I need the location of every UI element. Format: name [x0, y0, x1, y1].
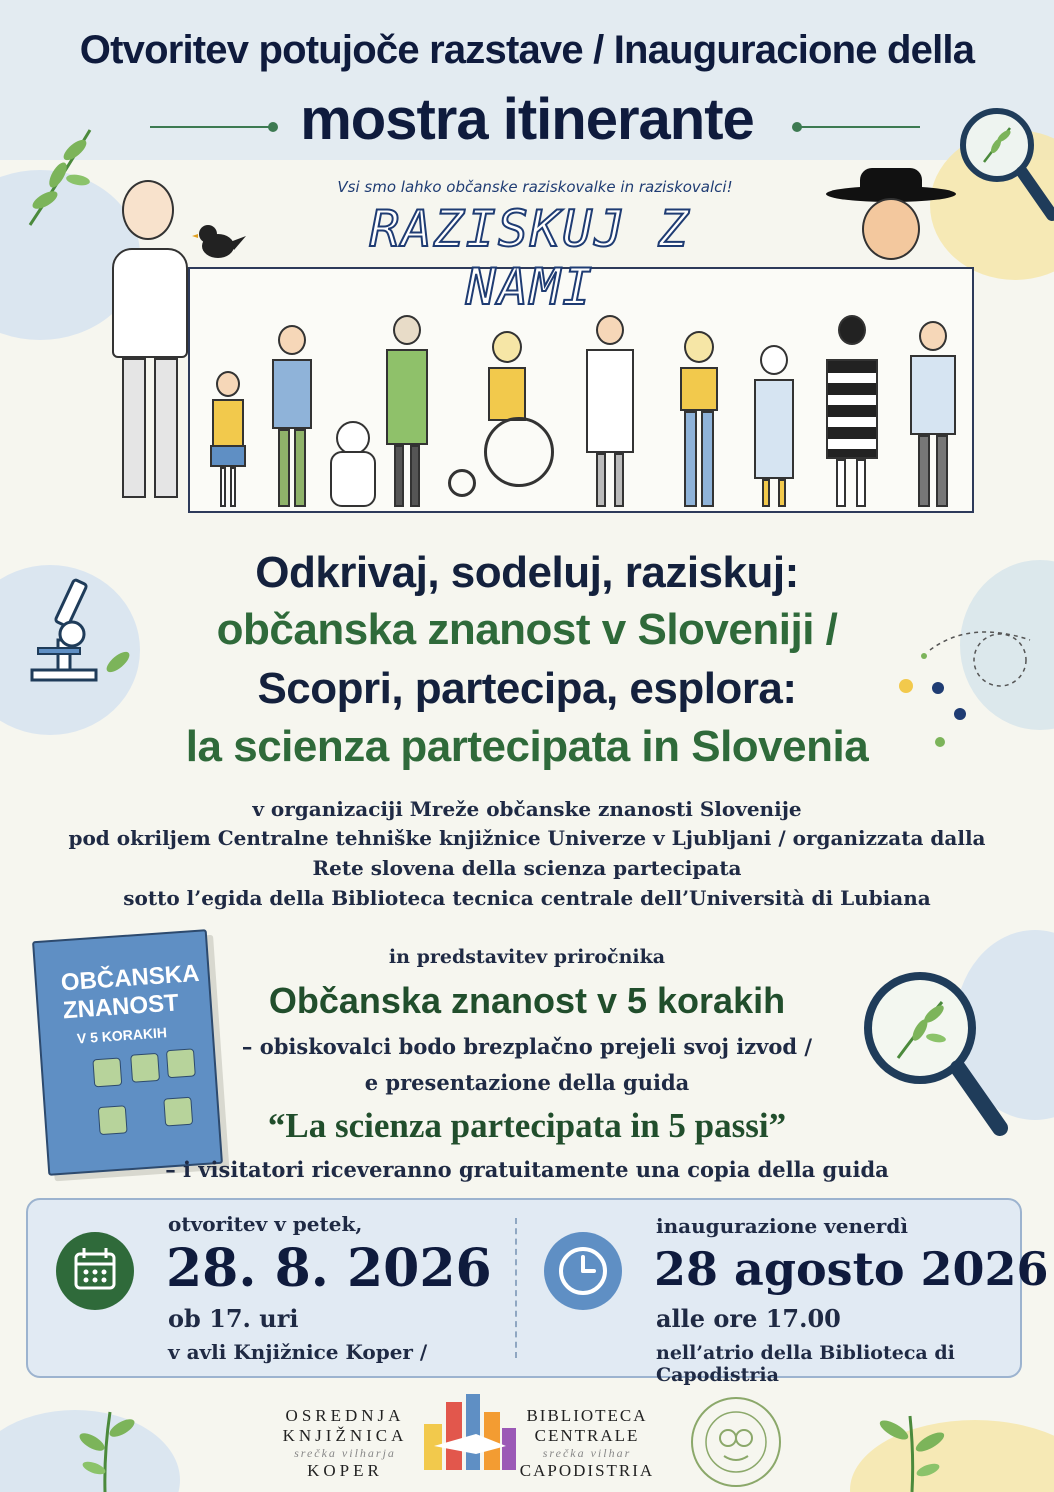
- figure-woman-yellow: [674, 331, 724, 511]
- bird-icon: [192, 218, 246, 268]
- headline-slovene-line1: Odkrivaj, sodeluj, raziskuj:: [255, 548, 799, 597]
- library-sl-line4: KOPER: [307, 1461, 383, 1480]
- guide-note-slovene: – obiskovalci bodo brezplačno prejeli svoj izvod /: [241, 1034, 813, 1059]
- page-title-line2: mostra itinerante: [300, 87, 754, 152]
- figure-gardener: [382, 315, 432, 511]
- event-time-slovene: ob 17. uri: [168, 1304, 299, 1333]
- library-logo-italian: [518, 1406, 656, 1481]
- banner-tagline: Vsi smo lahko občanske raziskovalke in raziskovalci!: [337, 178, 733, 196]
- event-divider: [515, 1218, 517, 1358]
- organization-line3: Rete slovena della scienza partecipata: [312, 856, 742, 880]
- library-it-line2: CENTRALE: [534, 1426, 640, 1445]
- headline-italian-line1: Scopri, partecipa, esplora:: [257, 664, 797, 713]
- figure-wheelchair: [448, 331, 558, 511]
- calendar-icon: [56, 1232, 134, 1310]
- organization-line1: v organizaciji Mreže občanske znanosti Slovenije: [252, 797, 802, 821]
- headline-italian-line2: la scienza partecipata in Slovenia: [185, 722, 869, 771]
- guide-intro-italian: e presentazione della guida: [364, 1070, 690, 1095]
- organization-line4: sotto l’egida della Biblioteca tecnica centrale dell’Università di Lubiana: [123, 886, 931, 910]
- library-sl-line1: OSREDNJA: [285, 1406, 405, 1425]
- library-it-line4: CAPODISTRIA: [519, 1461, 655, 1480]
- figure-bee-costume: [822, 315, 882, 511]
- library-logo-slovene: [276, 1406, 414, 1481]
- library-sl-line3: srečka vilharja: [294, 1446, 396, 1460]
- guide-note-italian: – i visitatori riceveranno gratuitamente una copia della guida: [165, 1157, 889, 1182]
- figure-dog: [324, 421, 382, 511]
- book-title-line2: ZNANOST: [61, 989, 180, 1025]
- event-date-italian: 28 agosto 2026: [654, 1242, 1049, 1296]
- guide-title-italian: “La scienza partecipata in 5 passi”: [267, 1106, 787, 1145]
- library-sl-line2: KNJIŽNICA: [282, 1426, 408, 1445]
- title-rule-right: [800, 126, 920, 128]
- leaf-sprig-icon: [20, 120, 100, 230]
- project-seal-logo: [688, 1394, 784, 1490]
- event-date-slovene: 28. 8. 2026: [166, 1238, 492, 1299]
- library-it-line1: BIBLIOTECA: [526, 1406, 648, 1425]
- figure-man-with-hat: [820, 168, 960, 272]
- guide-title-slovene: Občanska znanost v 5 korakih: [268, 980, 786, 1021]
- clock-icon: [544, 1232, 622, 1310]
- figure-doctor: [582, 315, 638, 511]
- organization-line2: pod okriljem Centralne tehniške knjižnice Univerze v Ljubljani / organizzata dalla: [68, 826, 986, 850]
- plant-sprout-icon-right: [872, 1396, 952, 1492]
- figure-woman-holding-banner: [92, 172, 202, 512]
- headline-slovene-line2: občanska znanost v Sloveniji /: [216, 605, 838, 654]
- figure-man-plaid: [268, 325, 314, 511]
- event-time-italian: alle ore 17.00: [656, 1304, 841, 1333]
- magnifier-leaf-icon: [952, 100, 1054, 230]
- book-subtitle: V 5 KORAKIH: [76, 1024, 168, 1047]
- event-label-slovene: otvoritev v petek,: [168, 1212, 363, 1236]
- library-logo-mark: [424, 1394, 516, 1478]
- figure-rabbit-coat: [750, 335, 798, 511]
- guide-intro-slovene: in predstavitev priročnika: [388, 946, 666, 968]
- event-label-italian: inaugurazione venerdì: [656, 1214, 908, 1238]
- figure-girl: [208, 371, 248, 511]
- event-place-slovene: v avli Knjižnice Koper /: [168, 1340, 428, 1364]
- library-it-line3: srečka vilhar: [542, 1446, 632, 1460]
- plant-sprout-icon-left: [70, 1392, 140, 1492]
- page-title-line1: Otvoritev potujoče razstave / Inauguracione della: [79, 28, 975, 72]
- figure-man-glasses: [906, 321, 960, 511]
- book-title-line1: OBČANSKA: [60, 959, 201, 997]
- event-place-italian: nell’atrio della Biblioteca di Capodistria: [656, 1342, 955, 1386]
- banner-title: RAZISKUJ Z NAMI: [369, 200, 691, 316]
